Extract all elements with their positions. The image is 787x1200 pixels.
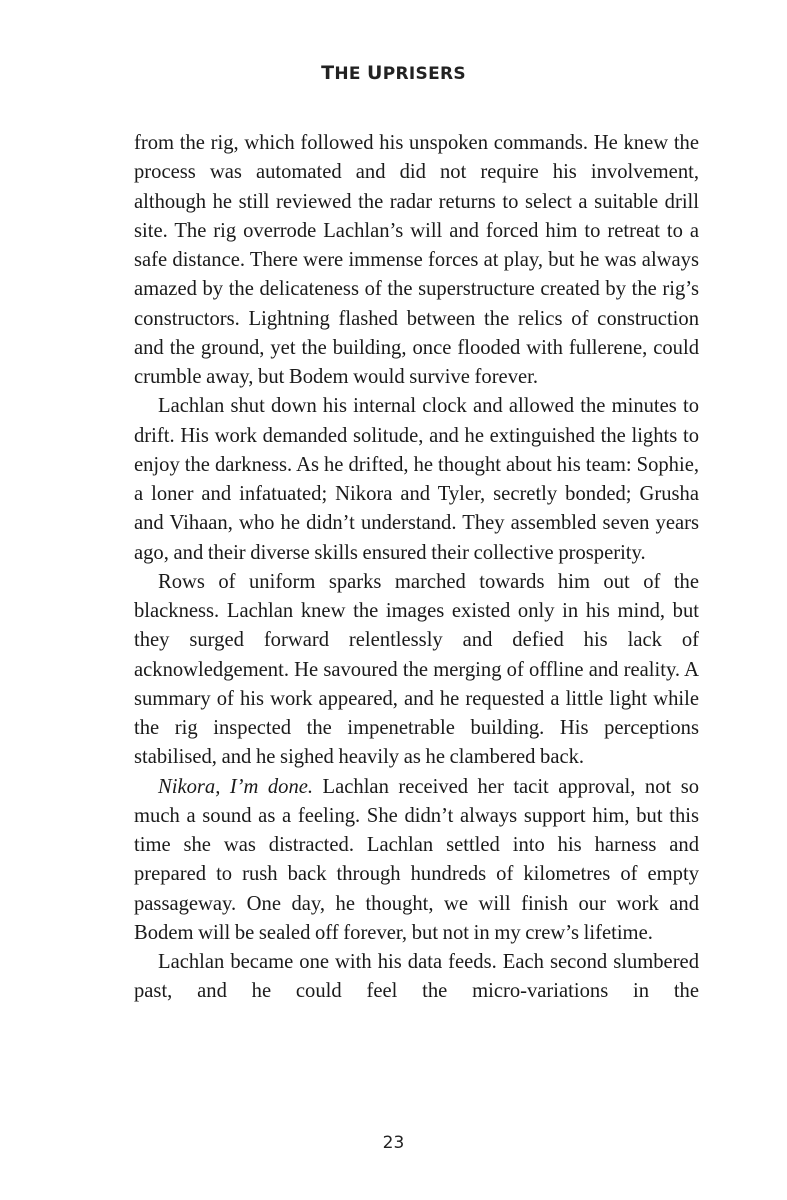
header-word-uprisers-initial: U [367, 62, 383, 84]
paragraph-2: Lachlan shut down his internal clock and allowed the minutes to drift. His work demanded solitude, and he extinguished the lights to enjoy the darkness. As he drifted, he thought about his team: Sophie, a loner and infatuated; Nikora and Tyler, secretly bonded; Grusha and Vihaan, who he didn’t understand. They assembled seven years ago, and their diverse skills ensured their collective prosperity. [134, 395, 699, 564]
paragraph-1: from the rig, which followed his unspoken commands. He knew the process was automated and did not require his involvement, although he still reviewed the radar returns to select a suitable drill site. The rig overrode Lachlan’s will and forced him to retreat to a safe distance. There were immense forces at play, but he was always amazed by the delicateness of the superstructure created by the rig’s constructors. Lightning flashed between the relics of construction and the ground, yet the building, once flooded with fullerene, could crumble away, but Bodem would survive forever. [134, 132, 699, 388]
paragraph-4-rest: Lachlan received her tacit approval, not so much a sound as a feeling. She didn’t always support him, but this time she was distracted. Lachlan settled into his harness and prepared to rush back through hundreds of kilometres of empty passageway. One day, he thought, we will finish our work and Bodem will be sealed off forever, but not in my crew’s lifetime. [134, 775, 700, 944]
header-word-the-initial: T [321, 62, 335, 84]
running-header [0, 62, 787, 84]
paragraph-4-italic: Nikora, I’m done. [158, 775, 314, 798]
header-word-the-rest: HE [334, 64, 368, 84]
paragraph-4 [134, 773, 699, 949]
page-number: 23 [382, 1133, 405, 1153]
header-word-uprisers-rest: PRISERS [382, 64, 466, 84]
paragraph-3: Rows of uniform sparks marched towards him out of the blackness. Lachlan knew the images existed only in his mind, but they surged forward relentlessly and defied his lack of acknowledgement. He savoured the merging of offline and reality. A summary of his work appeared, and he requested a little light while the rig inspected the impenetrable building. His perceptions stabilised, and he sighed heavily as he clambered back. [134, 570, 699, 769]
paragraph-5: Lachlan became one with his data feeds. Each second slumbered past, and he could feel the micro-variations in the [134, 951, 699, 1003]
body-text [134, 129, 699, 1007]
